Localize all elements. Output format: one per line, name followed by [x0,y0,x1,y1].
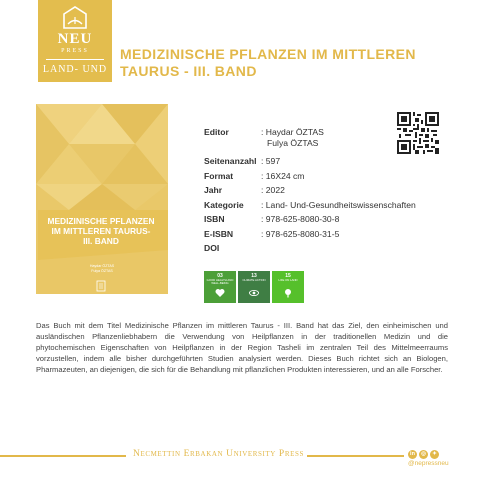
isbn-value: : 978-625-8080-30-8 [261,214,340,224]
cover-author2: Fulya ÖZTAS [91,269,113,273]
cover-title-line2: IM MITTLEREN TAURUS- [51,226,151,236]
social-handle[interactable]: @nepressneu [408,460,449,467]
doi-label: DOI [204,243,220,253]
heart-icon [215,288,225,298]
isbn-label: ISBN [204,214,225,224]
brand-press: PRESS [61,48,89,54]
sdg-label: GOOD HEALTH AND WELL-BEING [206,278,234,286]
pages-value: : 597 [261,156,281,166]
instagram-icon[interactable]: ◎ [419,450,428,459]
eisbn-value: : 978-625-8080-31-5 [261,229,340,239]
sdg-badge-3 [204,271,236,303]
format-label: Format [204,171,234,181]
book-title-line2: TAURUS - III. BAND [120,63,257,79]
tree-icon [283,288,293,298]
book-house-logo-icon [60,4,90,30]
year-label: Jahr [204,185,223,195]
qr-code-icon[interactable] [397,112,439,154]
footer-rule-right [300,455,404,457]
sdg-number: 13 [251,273,257,279]
category-value: : Land- Und-Gesundheitswissenschaften [261,200,416,210]
sdg-number: 15 [285,273,291,279]
cover-title-line1: MEDIZINISCHE PFLANZEN [47,216,155,226]
editor-value: : Haydar ÖZTAS [261,127,324,137]
editor-label: Editor [204,127,229,137]
sdg-badge-15 [272,271,304,303]
cover-authors [38,264,166,274]
brand-series: LAND- UND [42,64,108,75]
footer-rule-left [0,455,126,457]
sdg-label: CLIMATE ACTION [242,278,266,282]
eye-icon [249,288,259,298]
category-label: Kategorie [204,200,244,210]
linkedin-icon[interactable]: in [408,450,417,459]
brand-logo-block [38,0,112,82]
sdg-label: LIFE ON LAND [278,278,298,282]
cover-title-line3: III. BAND [83,236,119,246]
cover-title [38,216,164,246]
year-value: : 2022 [261,185,285,195]
sdg-badge-13 [238,271,270,303]
brand-name: NEU [57,31,93,47]
sdg-number: 03 [217,273,223,279]
book-title-line1: MEDIZINISCHE PFLANZEN IM MITTLEREN [120,46,416,62]
book-description: Das Buch mit dem Titel Medizinische Pflanzen im mittleren Taurus - III. Band hat das Ziel, den einheimischen und ausländischen Pflanzenliebhabern die Verwendung von Heilpflanzen in der traditionellen Medizin und die phytochemischen Eigenschaften von Heilpflanzen in der Region Tasheli im zentralen Teil des Mittelmeerraums vorzustellen, indem alle bisher durchgeführten Studien analysiert werden. Dieses Buch richtet sich an Biologen, Pharmazeuten, an diejenigen, die sich für die Behandlung mit pflanzlichen Produkten interessieren, und an alle Forscher. [36,321,448,374]
book-title [120,46,420,80]
eisbn-label: E-ISBN [204,229,234,239]
twitter-icon[interactable]: ✦ [430,450,439,459]
cover-publisher-logo-icon [96,280,106,292]
book-cover [36,104,168,294]
pages-label: Seitenanzahl [204,156,257,166]
format-value: : 16X24 cm [261,171,305,181]
cover-author1: Haydar ÖZTAS [89,264,115,268]
editor-value-2: Fulya ÖZTAS [267,138,319,148]
brand-divider [46,59,104,60]
footer-publisher: Necmettin Erbakan University Press [130,449,307,459]
